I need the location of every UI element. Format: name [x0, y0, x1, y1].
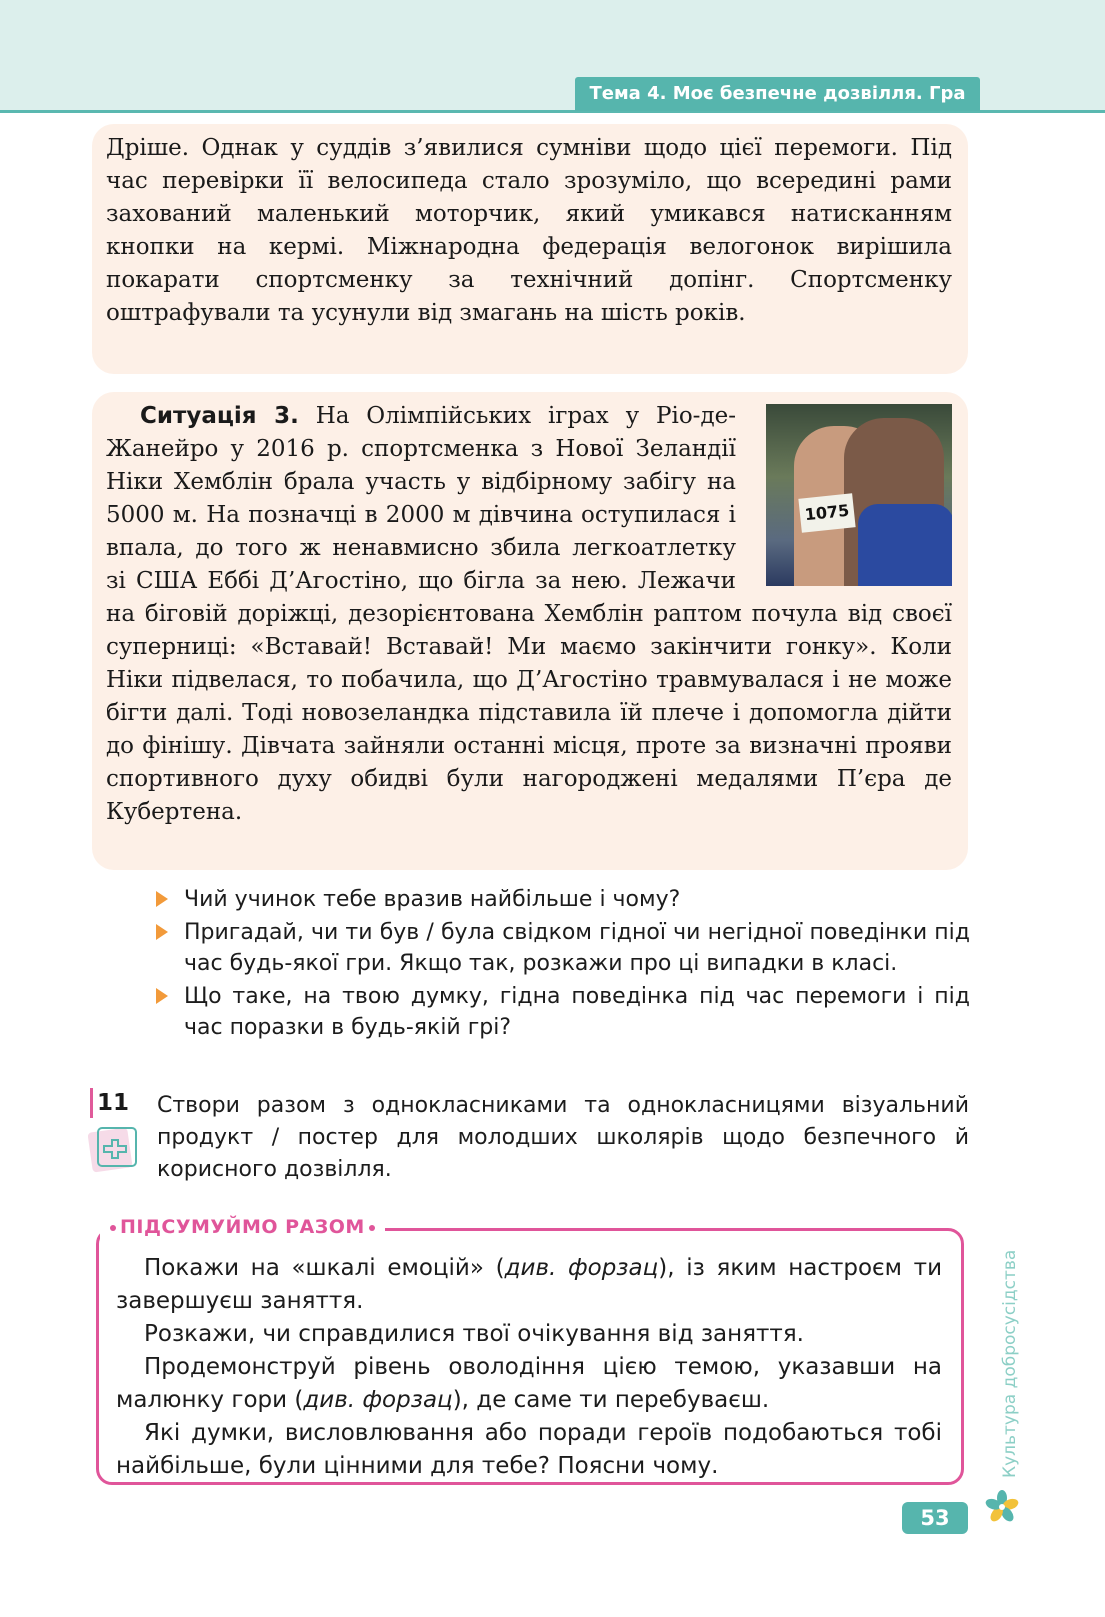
situation2-text: Дріше. Однак у суддів з’явилися сумніви щодо цієї перемоги. Під час перевірки її велосипеда стало зрозуміло, що всередині рами захований маленький моторчик, який умикався натисканням кнопки на кермі. Міжнародна федерація велогонок вирішила покарати спортсменку за технічний допінг. Спортсменку оштрафували та усунули від змагань на шість років. [106, 135, 952, 326]
topic-tab: Тема 4. Моє безпечне дозвілля. Гра [575, 77, 980, 111]
task-number: 11 [90, 1088, 133, 1118]
question-item: Пригадай, чи ти був / була свідком гідної чи негідної поведінки під час будь-якої гри. Якщо так, розкажи про ці випадки в класі. [152, 917, 970, 979]
runners-photo [766, 404, 952, 586]
question-list [152, 884, 970, 1045]
summary-paragraph-4: Які думки, висловлювання або поради героїв подобаються тобі найбільше, були цінними для тебе? Поясни чому. [116, 1420, 942, 1479]
task-text: Створи разом з однокласниками та однокласницями візуальний продукт / постер для молодших школярів щодо безпечного й корисного дозвілля. [157, 1093, 969, 1182]
flower-icon [985, 1490, 1019, 1524]
question-item: Чий учинок тебе вразив найбільше і чому? [152, 884, 970, 915]
page-number: 53 [902, 1502, 968, 1534]
summary-text [116, 1252, 942, 1483]
situation3-label: Ситуація 3. [140, 403, 299, 429]
orange-triangle-icon [156, 924, 168, 940]
summary-paragraph-1: Покажи на «шкалі емоцій» (див. форзац), із яким настроєм ти завершуєш заняття. [116, 1255, 943, 1314]
orange-triangle-icon [156, 988, 168, 1004]
situation3-text: На Олімпійських іграх у Ріо-де-Жанейро у 2016 р. спортсменка з Нової Зеландії Ніки Хемблін брала участь у відбірному забігу на 5000 м. На позначці в 2000 м дівчина оступилася і впала, до того ж ненавмисно збила легкоатлетку зі США Еббі Д’Агостіно, що бігла за нею. Лежачи на біговій доріжці, дезорієнтована Хемблін раптом почула від своєї суперниці: «Вставай! Вставай! Ми маємо закінчити гонку». Коли Ніки підвелася, то побачила, що Д’Агостіно травмувалася і не може бігти далі. Тоді новозеландка підставила їй плече і допомогла дійти до фінішу. Дівчата зайняли останні місця, проте за визначні прояви спортивного духу обидві були нагороджені медалями П’єра де Кубертена. [106, 403, 952, 825]
summary-paragraph-2: Розкажи, чи справдилися твої очікування від заняття. [144, 1321, 804, 1347]
photo-bib-number: 1075 [798, 493, 855, 532]
summary-title: ПІДСУМУЙМО РАЗОМ [100, 1214, 385, 1240]
orange-triangle-icon [156, 891, 168, 907]
teamwork-hands-icon [88, 1124, 140, 1176]
summary-paragraph-3: Продемонструй рівень оволодіння цією темою, указавши на малюнку гори (див. форзац), де саме ти перебуваєш. [116, 1354, 942, 1413]
question-item: Що таке, на твою думку, гідна поведінка під час перемоги і під час поразки в будь-якій грі? [152, 981, 970, 1043]
situation3-paragraph [106, 400, 952, 829]
